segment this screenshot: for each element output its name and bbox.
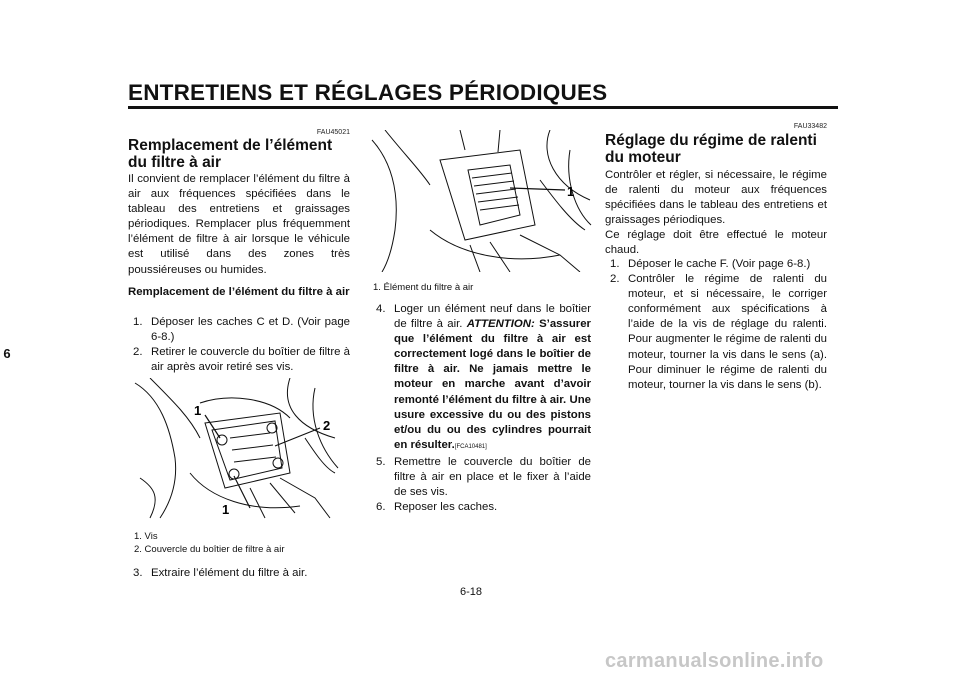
steps-list-mid — [371, 302, 591, 515]
step-text: Extraire l’élément du filtre à air. — [151, 567, 308, 579]
section-code: FAU33482 — [793, 123, 827, 130]
attention-label: ATTENTION: — [466, 318, 535, 331]
intro-paragraph-2: Ce réglage doit être effectué le moteur chaud. — [605, 229, 827, 257]
step-number: 2. — [133, 346, 143, 359]
figure-airbox-cover — [130, 378, 340, 520]
caption-line: 1. Vis — [134, 531, 158, 542]
step-text: Loger un élément neuf dans le boîtier de filtre à air. — [394, 303, 591, 331]
step-item — [128, 345, 350, 375]
step-text: Contrôler le régime de ralenti du moteur, et si nécessaire, le corriger conformément aux spécifications à l’aide de la vis de réglage du ralenti. Pour augmenter le régime de ralenti du moteur, tourner la vis dans le sens (a). Pour diminuer le régime de ralenti du moteur, tourner la vis dans le sens (b). — [628, 273, 827, 391]
step-item — [605, 257, 827, 272]
steps-list-left-2 — [128, 566, 350, 581]
airbox-cover-illustration — [130, 378, 340, 520]
step-number: 1. — [133, 316, 143, 328]
air-filter-element-illustration — [370, 130, 592, 272]
attention-text: S’assurer que l’élément du filtre à air est correctement logé dans le boîtier de filtre à air. Ne jamais mettre le moteur en marche avant d’avoir remonté l’élément du filtre à air. Une usure excessive du ou des pistons et/ou du ou des cylindres pourrait en résulter. — [394, 318, 591, 451]
figure-caption-mid: 1. Élément du filtre à air — [373, 282, 474, 293]
intro-paragraph: Il convient de remplacer l’élément du filtre à air aux fréquences spécifiées dans le tableau des entretiens et graissages périodiques. Remplacer plus fréquemment l’élément de filtre à air lorsque le véhicule est utilisé dans des zones très poussiéreuses ou humides. — [128, 173, 350, 276]
intro-paragraph: Contrôler et régler, si nécessaire, le régime de ralenti du moteur aux fréquences spécifiées dans le tableau des entretiens et graissages périodiques. — [605, 169, 827, 227]
step-number: 3. — [133, 567, 143, 579]
chapter-tab: 6 — [3, 346, 11, 361]
step-item — [128, 566, 350, 581]
header-rule — [128, 106, 838, 109]
callout-cover: 2 — [323, 418, 331, 433]
figure-air-filter-element — [370, 130, 592, 272]
step-text: Remettre le couvercle du boîtier de filtre à air en place et le fixer à l’aide de ses vis. — [394, 455, 591, 499]
figure-caption-left — [134, 530, 354, 556]
section-title-air-filter: Remplacement de l’élément du filtre à air — [128, 137, 333, 171]
caption-line: 2. Couvercle du boîtier de filtre à air — [134, 544, 285, 555]
callout-screw-bottom: 1 — [222, 502, 230, 517]
step-item — [371, 455, 591, 500]
steps-list-left — [128, 315, 350, 375]
step-number: 4. — [376, 303, 386, 315]
step-number: 2. — [610, 273, 620, 286]
steps-list-right — [605, 257, 827, 393]
section-intro-right — [605, 168, 827, 259]
attention-code: [FCA10481] — [454, 443, 487, 450]
step-text: Déposer les caches C et D. (Voir page 6-8.) — [151, 316, 350, 344]
step-item — [371, 500, 591, 515]
section-title-idle-speed: Réglage du régime de ralenti du moteur — [605, 132, 817, 166]
section-code: FAU45021 — [316, 129, 350, 136]
step-number: 1. — [610, 258, 620, 270]
step-item — [128, 315, 350, 345]
step-item — [605, 272, 827, 393]
section-intro — [128, 172, 350, 278]
step-text: Reposer les caches. — [394, 501, 498, 514]
callout-screw-top: 1 — [194, 403, 202, 418]
step-text: Déposer le cache F. (Voir page 6-8.) — [628, 258, 811, 270]
subsection-title: Remplacement de l’élément du filtre à air — [128, 286, 350, 298]
watermark: carmanualsonline.info — [605, 650, 824, 672]
page-number: 6-18 — [460, 586, 483, 598]
step-item — [371, 302, 591, 455]
step-number: 5. — [376, 455, 386, 468]
step-text: Retirer le couvercle du boîtier de filtre à air après avoir retiré ses vis. — [151, 346, 350, 374]
callout-filter-element: 1 — [567, 184, 575, 199]
page-header-title: ENTRETIENS ET RÉGLAGES PÉRIODIQUES — [128, 80, 608, 105]
step-number: 6. — [376, 501, 386, 514]
